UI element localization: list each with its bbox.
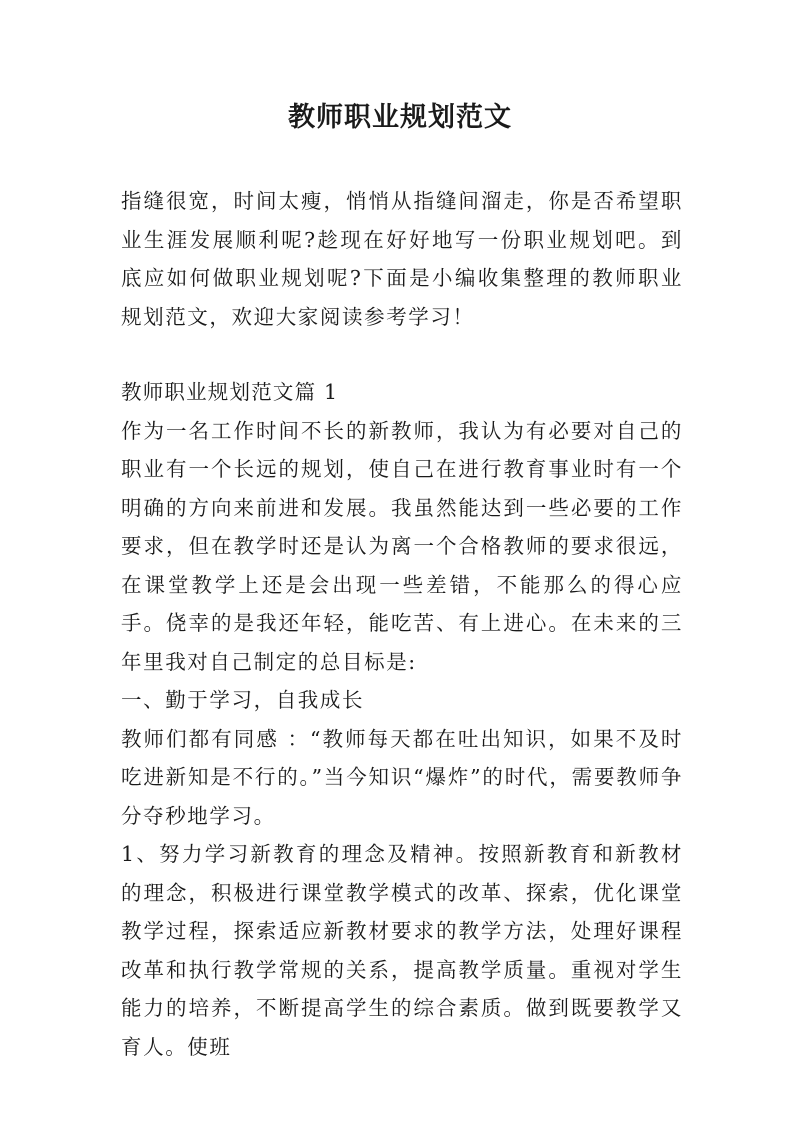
body-paragraph-2: 教师们都有同感 ：“教师每天都在吐出知识，如果不及时吃进新知是不行的。”当今知识“爆炸”的时代，需要教师争分夺秒地学习。 (121, 726, 683, 828)
article-body (121, 373, 683, 1066)
subheading-1: 一、勤于学习，自我成长 (121, 688, 365, 712)
document-title: 教师职业规划范文 (288, 102, 512, 133)
body-paragraph-1: 作为一名工作时间不长的新教师，我认为有必要对自己的职业有一个长远的规划，使自己在进行教育事业时有一个明确的方向来前进和发展。我虽然能达到一些必要的工作要求，但在教学时还是认为离一个合格教师的要求很远，在课堂教学上还是会出现一些差错，不能那么的得心应手。侥幸的是我还年轻，能吃苦、有上进心。在未来的三年里我对自己制定的总目标是: (121, 418, 683, 674)
section-heading: 教师职业规划范文篇 1 (121, 380, 339, 404)
intro-paragraph: 指缝很宽，时间太瘦，悄悄从指缝间溜走，你是否希望职业生涯发展顺利呢?趁现在好好地写一份职业规划吧。到底应如何做职业规划呢?下面是小编收集整理的教师职业规划范文，欢迎大家阅读参考学习！ (121, 189, 683, 329)
body-paragraph-3: 1、努力学习新教育的理念及精神。按照新教育和新教材的理念，积极进行课堂教学模式的改革、探索，优化课堂教学过程，探索适应新教材要求的教学方法，处理好课程改革和执行教学常规的关系，提高教学质量。重视对学生能力的培养，不断提高学生的综合素质。做到既要教学又育人。使班 (121, 842, 683, 1059)
